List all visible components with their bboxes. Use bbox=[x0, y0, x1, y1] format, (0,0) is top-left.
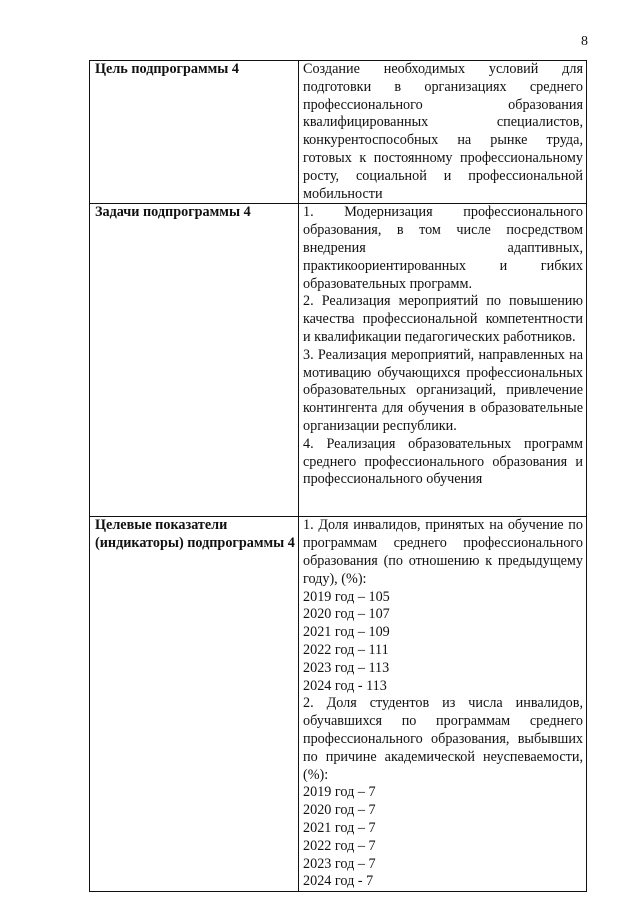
page-number: 8 bbox=[581, 34, 588, 49]
indicator-2-value: 2022 год – 7 bbox=[303, 837, 376, 854]
indicator-1-value: 2021 год – 109 bbox=[303, 624, 390, 641]
indicator-1-title: 1. Доля инвалидов, принятых на обучение по программам среднего профессионального образования (по отношению к предыдущему году), (%): bbox=[303, 517, 583, 587]
task-item-1: 1. Модернизация профессионального образования, в том числе посредством внедрения адаптивных, практикоориентированных и гибких образовательных программ. bbox=[303, 204, 583, 292]
tasks-label: Задачи подпрограммы 4 bbox=[90, 204, 299, 517]
task-item-2: 2. Реализация мероприятий по повышению качества профессиональной компетентности и квалификации педагогических работников. bbox=[303, 293, 583, 345]
goal-text bbox=[299, 61, 587, 204]
indicator-2-title: 2. Доля студентов из числа инвалидов, обучавшихся по программам среднего профессионального образования, выбывших по причине академической неуспеваемости, (%): bbox=[303, 695, 583, 783]
table-row-tasks bbox=[90, 204, 587, 517]
indicator-1-value: 2022 год – 111 bbox=[303, 641, 389, 658]
indicators-list bbox=[299, 517, 587, 892]
subprogram-passport-table bbox=[89, 60, 587, 892]
tasks-list bbox=[299, 204, 587, 517]
indicator-1-value: 2020 год – 107 bbox=[303, 606, 390, 623]
table-row-goal bbox=[90, 61, 587, 204]
indicator-2-value: 2021 год – 7 bbox=[303, 819, 376, 836]
goal-paragraph: Создание необходимых условий для подготовки в организациях среднего профессионального образования квалифицированных специалистов, конкурентоспособных на рынке труда, готовых к постоянному профессиональному росту, социальной и профессиональной мобильности bbox=[303, 61, 583, 202]
indicator-2-value: 2023 год – 7 bbox=[303, 855, 376, 872]
indicator-2-value: 2024 год - 7 bbox=[303, 873, 374, 890]
indicators-label: Целевые показатели (индикаторы) подпрограммы 4 bbox=[90, 517, 299, 892]
indicator-2-value: 2019 год – 7 bbox=[303, 784, 376, 801]
indicator-1-value: 2023 год – 113 bbox=[303, 659, 390, 676]
indicator-1-value: 2019 год – 105 bbox=[303, 588, 390, 605]
indicator-1-value: 2024 год - 113 bbox=[303, 677, 387, 694]
task-item-3: 3. Реализация мероприятий, направленных на мотивацию обучающихся профессиональных образовательных организаций, привлечение контингента для обучения в образовательные организации республики. bbox=[303, 346, 583, 434]
goal-label: Цель подпрограммы 4 bbox=[90, 61, 299, 204]
table-row-indicators bbox=[90, 517, 587, 892]
indicator-2-value: 2020 год – 7 bbox=[303, 802, 376, 819]
task-item-4: 4. Реализация образовательных программ среднего профессионального образования и профессионального обучения bbox=[303, 435, 583, 488]
